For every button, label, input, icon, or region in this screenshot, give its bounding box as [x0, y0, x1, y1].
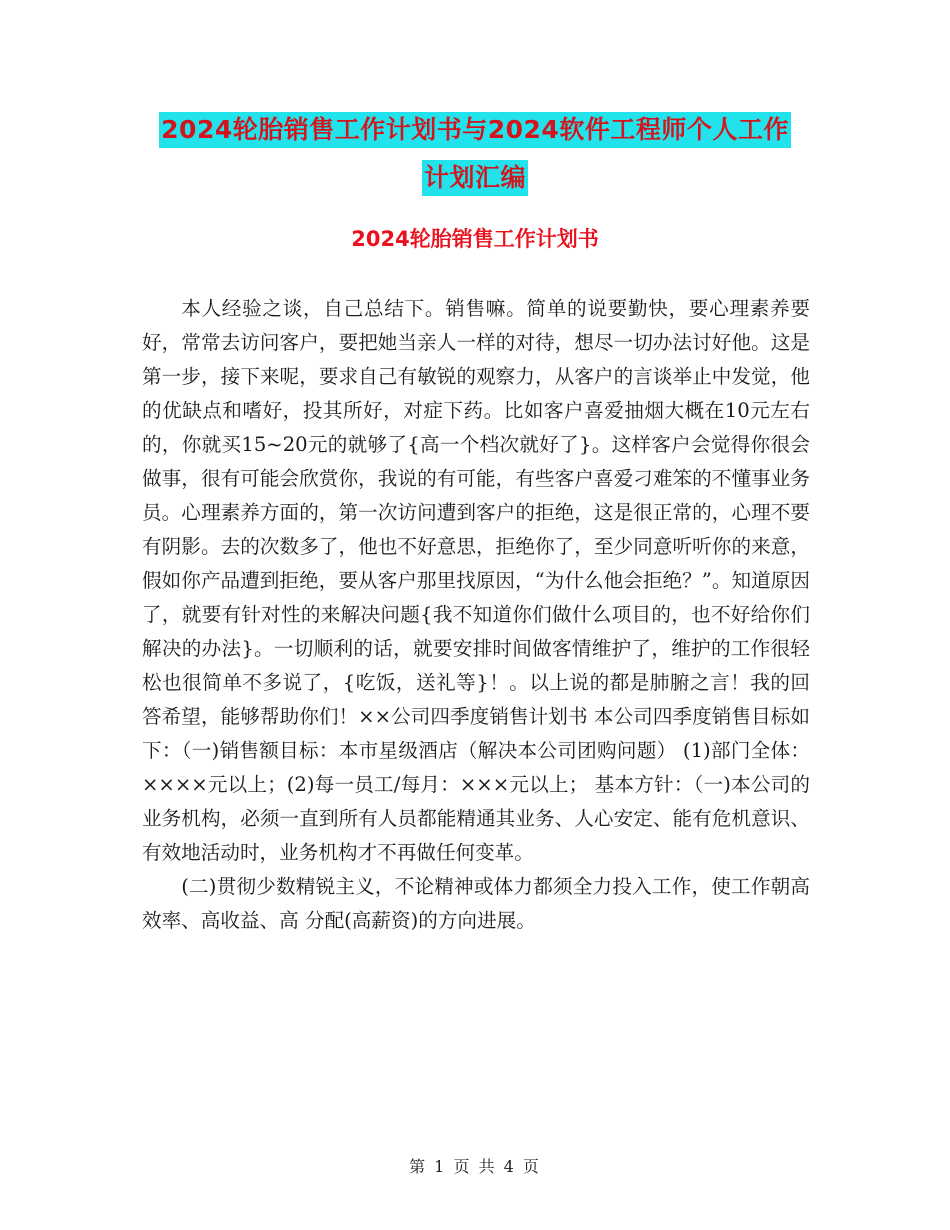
section-title: 2024轮胎销售工作计划书	[351, 227, 599, 251]
page-footer: 第 1 页 共 4 页	[409, 1157, 541, 1176]
document-body	[142, 292, 810, 938]
title-line-1: 2024轮胎销售工作计划书与2024软件工程师个人工作	[159, 112, 791, 148]
paragraph: (二)贯彻少数精锐主义，不论精神或体力都须全力投入工作，使工作朝高效率、高收益、高 分配(高薪资)的方向进展。	[142, 875, 810, 932]
document-title	[0, 112, 950, 204]
title-line-2: 计划汇编	[422, 160, 528, 196]
paragraph: 本人经验之谈，自己总结下。销售嘛。简单的说要勤快，要心理素养要好，常常去访问客户，要把她当亲人一样的对待，想尽一切办法讨好他。这是第一步，接下来呢，要求自己有敏锐的观察力，从客户的言谈举止中发觉，他的优缺点和嗜好，投其所好，对症下药。比如客户喜爱抽烟大概在10元左右的，你就买15~20元的就够了{高一个档次就好了}。这样客户会觉得你很会做事，很有可能会欣赏你，我说的有可能，有些客户喜爱刁难笨的不懂事业务员。心理素养方面的，第一次访问遭到客户的拒绝，这是很正常的，心理不要有阴影。去的次数多了，他也不好意思，拒绝你了，至少同意听听你的来意，假如你产品遭到拒绝，要从客户那里找原因，“为什么他会拒绝？”。知道原因了，就要有针对性的来解决问题{我不知道你们做什么项目的，也不好给你们解决的办法}。一切顺利的话，就要安排时间做客情维护了，维护的工作很轻松也很简单不多说了，{吃饭，送礼等}！。以上说的都是肺腑之言！我的回答希望，能够帮助你们！××公司四季度销售计划书 本公司四季度销售目标如下：（一)销售额目标：本市星级酒店（解决本公司团购问题） (1)部门全体：××××元以上；(2)每一员工/每月：×××元以上； 基本方针：（一)本公司的业务机构，必须一直到所有人员都能精通其业务、人心安定、能有危机意识、 有效地活动时，业务机构才不再做任何变革。	[142, 297, 810, 864]
